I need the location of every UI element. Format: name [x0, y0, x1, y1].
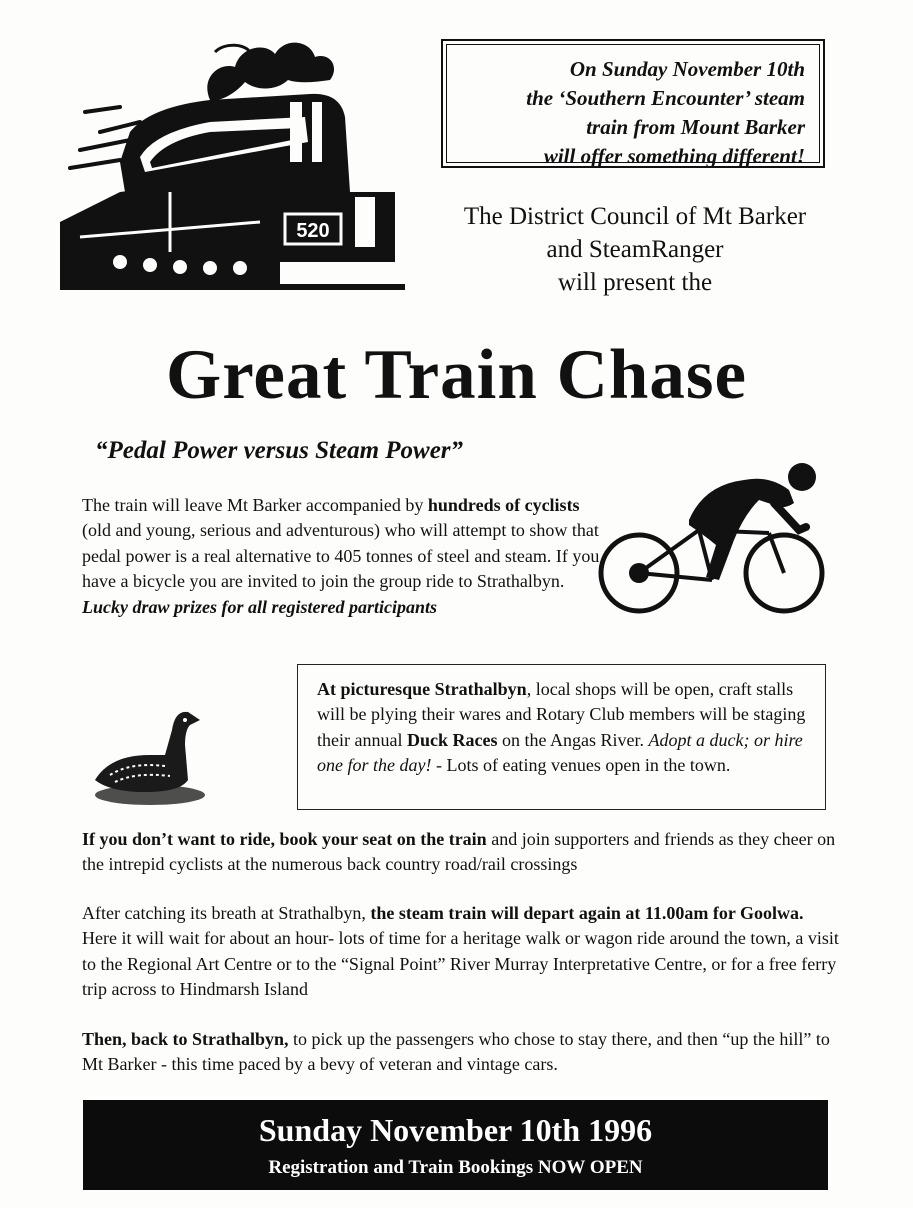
announcement-box: [441, 39, 825, 168]
steam-train-illustration: [60, 22, 405, 292]
duck-illustration: [90, 700, 210, 810]
presenters-line-3: will present the: [557, 269, 713, 296]
return-text: to pick up the passengers who chose to stay there, and then “up the hill” to Mt Barker - this time paced by a bevy of veteran and vintage cars.: [82, 1029, 830, 1075]
intro-text-2: (old and young, serious and adventurous) who will attempt to show that pedal power is a real alternative to 405 tonnes of steel and steam. If you have a bicycle you are invited to join the group ride to Strathalbyn.: [82, 520, 600, 592]
announcement-line-3: train from Mount Barker: [586, 115, 805, 139]
cyclist-illustration: [594, 455, 826, 615]
presenters-line-1: The District Council of Mt Barker: [463, 203, 807, 230]
date-banner: [83, 1100, 828, 1190]
presenters-text: [430, 200, 840, 299]
goolwa-text-1: After catching its breath at Strathalbyn,: [82, 903, 371, 923]
strath-bold-duck-races: Duck Races: [406, 729, 498, 750]
intro-text-1: The train will leave Mt Barker accompanied by: [82, 495, 428, 515]
announcement-line-1: On Sunday November 10th: [569, 57, 805, 81]
presenters-line-2: and SteamRanger: [546, 236, 724, 263]
return-bold: Then, back to Strathalbyn,: [82, 1029, 289, 1049]
intro-bold-cyclists: hundreds of cyclists: [427, 495, 580, 515]
paragraph-return: [82, 1027, 842, 1078]
strath-text-2: on the Angas River.: [497, 729, 649, 750]
ride-bold: If you don’t want to ride, book your seat on the train: [82, 829, 487, 849]
goolwa-text-2: Here it will wait for about an hour- lots of time for a heritage walk or wagon ride around the town, a visit to the Regional Art Centre or to the “Signal Point” River Murray Interpretative Centre, or for a free ferry trip across to Hindmarsh Island: [82, 928, 839, 1000]
strathalbyn-box: [297, 664, 826, 810]
lucky-draw-text: Lucky draw prizes for all registered participants: [82, 596, 437, 617]
main-title: Great Train Chase: [165, 336, 748, 414]
train-number: 520: [296, 220, 330, 242]
ride-text: and join supporters and friends as they cheer on the intrepid cyclists at the numerous back country road/rail crossings: [82, 829, 836, 875]
subtitle: “Pedal Power versus Steam Power”: [95, 437, 464, 464]
strath-bold-1: At picturesque Strathalbyn: [317, 679, 527, 699]
banner-registration: Registration and Train Bookings NOW OPEN: [268, 1157, 643, 1178]
announcement-line-4: will offer something different!: [543, 144, 805, 168]
paragraph-goolwa: [82, 901, 842, 1003]
paragraph-book-seat: [82, 827, 842, 878]
announcement-line-2: the ‘Southern Encounter’ steam: [526, 86, 805, 110]
intro-paragraph: [82, 493, 602, 620]
strath-text-1: , local shops will be open, craft stalls will be plying their wares and Rotary Club members will be staging their annual: [317, 679, 806, 750]
strath-italic-adopt: Adopt a duck; or hire one for the day!: [317, 729, 803, 776]
strath-text-3: - Lots of eating venues open in the town.: [431, 755, 731, 776]
goolwa-bold: the steam train will depart again at 11.00am for Goolwa.: [370, 903, 804, 923]
banner-date: Sunday November 10th 1996: [258, 1112, 653, 1148]
